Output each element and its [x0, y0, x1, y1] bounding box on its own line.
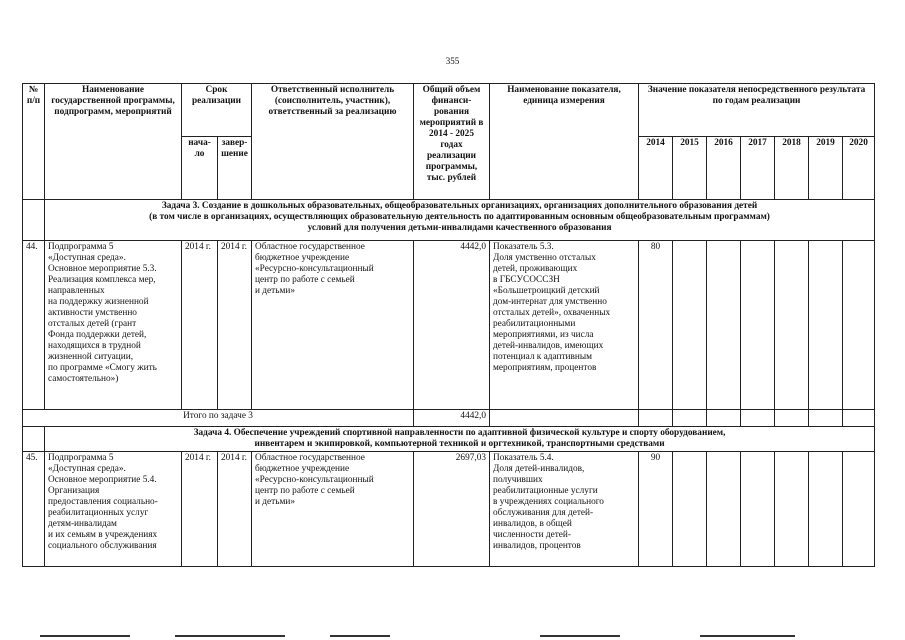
program-table: [22, 83, 875, 567]
row-value-2014: 80: [639, 241, 673, 410]
row-end: 2014 г.: [218, 451, 252, 566]
header-year: 2014: [639, 137, 673, 200]
row-value-2018: [775, 451, 809, 566]
header-num: № п/п: [23, 84, 45, 200]
header-year: 2015: [673, 137, 707, 200]
header-values: Значение показателя непосредственного результата по годам реализации: [639, 84, 875, 137]
row-value-2017: [741, 241, 775, 410]
scan-edge-marks: [0, 632, 905, 640]
row-value-2019: [809, 241, 843, 410]
row-value-2020: [843, 241, 875, 410]
table-row: [23, 241, 875, 410]
row-value-2015: [673, 241, 707, 410]
total-volume: 4442,0: [414, 410, 490, 427]
header-volume: Общий объем финанси- рования мероприятий в 2014 - 2025 годах реализации программы, тыс. рублей: [414, 84, 490, 200]
row-name: Подпрограмма 5 «Доступная среда». Основное мероприятие 5.3. Реализация комплекса мер, направленных на поддержку жизненной активности умственно отсталых детей (грант Фонда поддержки детей, находящихся в трудной жизненной ситуации, по программе «Смогу жить самостоятельно»): [45, 241, 182, 410]
row-value-2015: [673, 451, 707, 566]
row-value-2020: [843, 451, 875, 566]
row-start: 2014 г.: [182, 451, 218, 566]
row-value-2016: [707, 451, 741, 566]
row-value-2017: [741, 451, 775, 566]
row-volume: 2697,03: [414, 451, 490, 566]
table-row: [23, 451, 875, 566]
total-row: [23, 410, 875, 427]
total-label: Итого по задаче 3: [23, 410, 414, 427]
row-volume: 4442,0: [414, 241, 490, 410]
row-executor: Областное государственное бюджетное учреждение «Ресурсно-консультационный центр по работе с семьей и детьми»: [252, 451, 414, 566]
header-year: 2017: [741, 137, 775, 200]
header-indicator: Наименование показателя, единица измерения: [490, 84, 639, 200]
row-value-2018: [775, 241, 809, 410]
row-num: 44.: [23, 241, 45, 410]
row-num: 45.: [23, 451, 45, 566]
header-period-end: завер- шение: [218, 137, 252, 200]
header-name: Наименование государственной программы, подпрограмм, мероприятий: [45, 84, 182, 200]
header-year: 2020: [843, 137, 875, 200]
row-indicator: Показатель 5.3. Доля умственно отсталых детей, проживающих в ГБСУСОССЗН «Большетроицкий детский дом-интернат для умственно отсталых детей», охваченных реабилитационными мероприятиями, из числа детей-инвалидов, имеющих потенциал к адаптивным мероприятиям, процентов: [490, 241, 639, 410]
header-period-start: нача- ло: [182, 137, 218, 200]
header-year: 2018: [775, 137, 809, 200]
row-name: Подпрограмма 5 «Доступная среда». Основное мероприятие 5.4. Организация предоставления социально- реабилитационных услуг детям-инвалидам и их семьям в учреждениях социального обслуживания: [45, 451, 182, 566]
header-year: 2016: [707, 137, 741, 200]
row-executor: Областное государственное бюджетное учреждение «Ресурсно-консультационный центр по работе с семьей и детьми»: [252, 241, 414, 410]
header-year: 2019: [809, 137, 843, 200]
row-end: 2014 г.: [218, 241, 252, 410]
row-indicator: Показатель 5.4. Доля детей-инвалидов, получивших реабилитационные услуги в учреждениях социального обслуживания для детей- инвалидов, в общей численности детей- инвалидов, процентов: [490, 451, 639, 566]
header-period: Срок реализации: [182, 84, 252, 137]
row-value-2014: 90: [639, 451, 673, 566]
task-4-title: Задача 4. Обеспечение учреждений спортивной направленности по адаптивной физической культуре и спорту оборудованием, инвентарем и экипировкой, компьютерной техникой и оргтехникой, транспортными средствами: [45, 427, 875, 452]
page-number: 355: [445, 56, 460, 66]
header-executor: Ответственный исполнитель (соисполнитель, участник), ответственный за реализацию: [252, 84, 414, 200]
row-start: 2014 г.: [182, 241, 218, 410]
row-value-2019: [809, 451, 843, 566]
row-value-2016: [707, 241, 741, 410]
task-3-title: Задача 3. Создание в дошкольных образовательных, общеобразовательных организациях, организациях дополнительного образования детей (в том числе в организациях, осуществляющих образовательную деятельность по адаптированным основным общеобразовательным программам) условий для получения детьми-инвалидами качественного образования: [45, 200, 875, 241]
